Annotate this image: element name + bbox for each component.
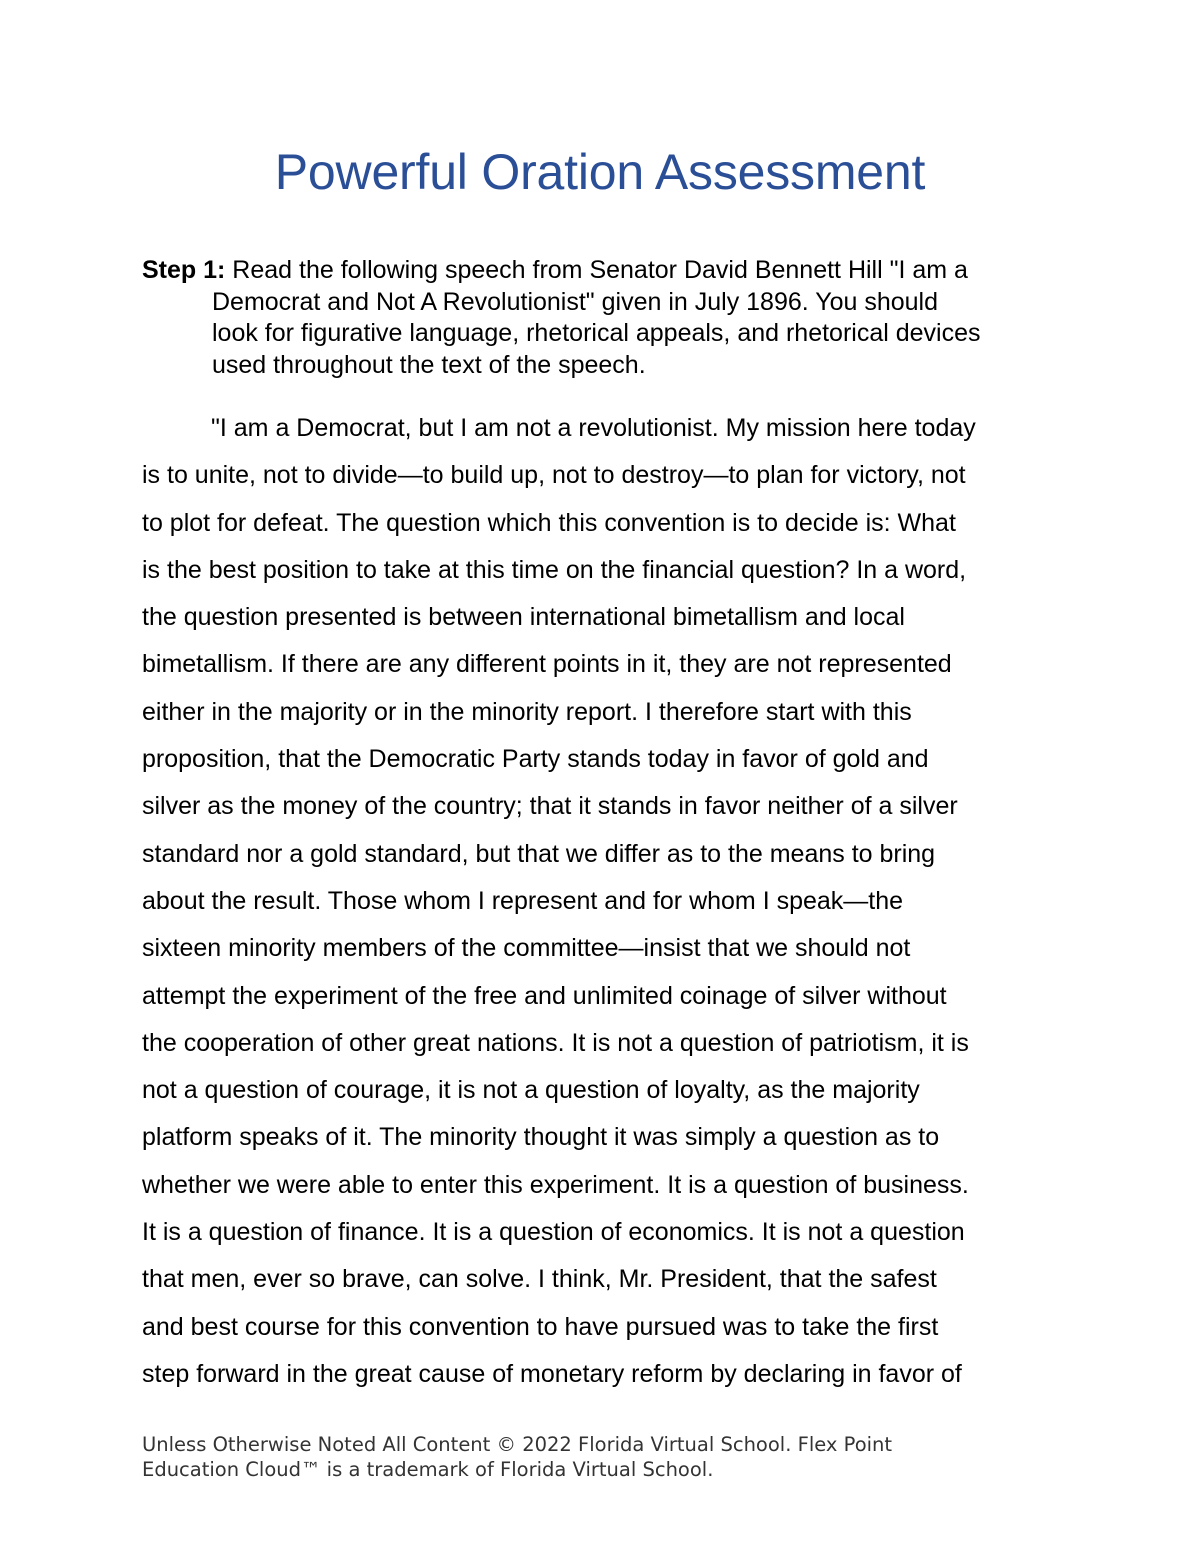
speech-line: silver as the money of the country; that it stands in favor neither of a silver <box>142 792 958 821</box>
speech-line: step forward in the great cause of monetary reform by declaring in favor of <box>142 1359 962 1388</box>
step-label: Step 1: <box>142 256 226 284</box>
speech-line: the question presented is between international bimetallism and local <box>142 603 905 632</box>
step-line-3: look for figurative language, rhetorical appeals, and rhetorical devices <box>212 319 981 347</box>
copyright-footer <box>142 1433 1082 1482</box>
speech-line: "I am a Democrat, but I am not a revolutionist. My mission here today <box>211 414 976 442</box>
speech-line: not a question of courage, it is not a question of loyalty, as the majority <box>142 1076 920 1105</box>
speech-line: whether we were able to enter this experiment. It is a question of business. <box>142 1170 969 1199</box>
speech-line: is the best position to take at this time on the financial question? In a word, <box>142 555 967 584</box>
speech-line: sixteen minority members of the committee—insist that we should not <box>142 934 911 963</box>
speech-line: attempt the experiment of the free and unlimited coinage of silver without <box>142 981 947 1010</box>
speech-line: to plot for defeat. The question which this convention is to decide is: What <box>142 508 956 537</box>
speech-line: bimetallism. If there are any different points in it, they are not represented <box>142 650 952 679</box>
speech-line: about the result. Those whom I represent and for whom I speak—the <box>142 886 904 915</box>
speech-line: the cooperation of other great nations. It is not a question of patriotism, it is <box>142 1028 969 1057</box>
speech-line: It is a question of finance. It is a question of economics. It is not a question <box>142 1218 965 1247</box>
step-line-4: used throughout the text of the speech. <box>212 350 646 379</box>
step-text-1: Read the following speech from Senator David Bennett Hill "I am a <box>225 256 968 284</box>
speech-line: that men, ever so brave, can solve. I think, Mr. President, that the safest <box>142 1265 937 1294</box>
speech-line: proposition, that the Democratic Party stands today in favor of gold and <box>142 745 929 774</box>
speech-line: platform speaks of it. The minority thought it was simply a question as to <box>142 1123 940 1152</box>
step-line-2: Democrat and Not A Revolutionist" given in July 1896. You should <box>212 287 939 316</box>
step-instructions <box>142 255 1062 381</box>
speech-line: standard nor a gold standard, but that we differ as to the means to bring <box>142 839 936 868</box>
step-line-1 <box>142 255 1062 287</box>
page-title: Powerful Oration Assessment <box>274 144 926 200</box>
footer-line-2: Education Cloud™ is a trademark of Florida Virtual School. <box>142 1457 714 1481</box>
speech-line: and best course for this convention to have pursued was to take the first <box>142 1312 939 1341</box>
footer-line-1: Unless Otherwise Noted All Content © 2022 Florida Virtual School. Flex Point <box>142 1433 893 1456</box>
speech-line: is to unite, not to divide—to build up, not to destroy—to plan for victory, not <box>142 461 966 490</box>
speech-text <box>142 405 1062 1398</box>
speech-line: either in the majority or in the minority report. I therefore start with this <box>142 697 912 726</box>
